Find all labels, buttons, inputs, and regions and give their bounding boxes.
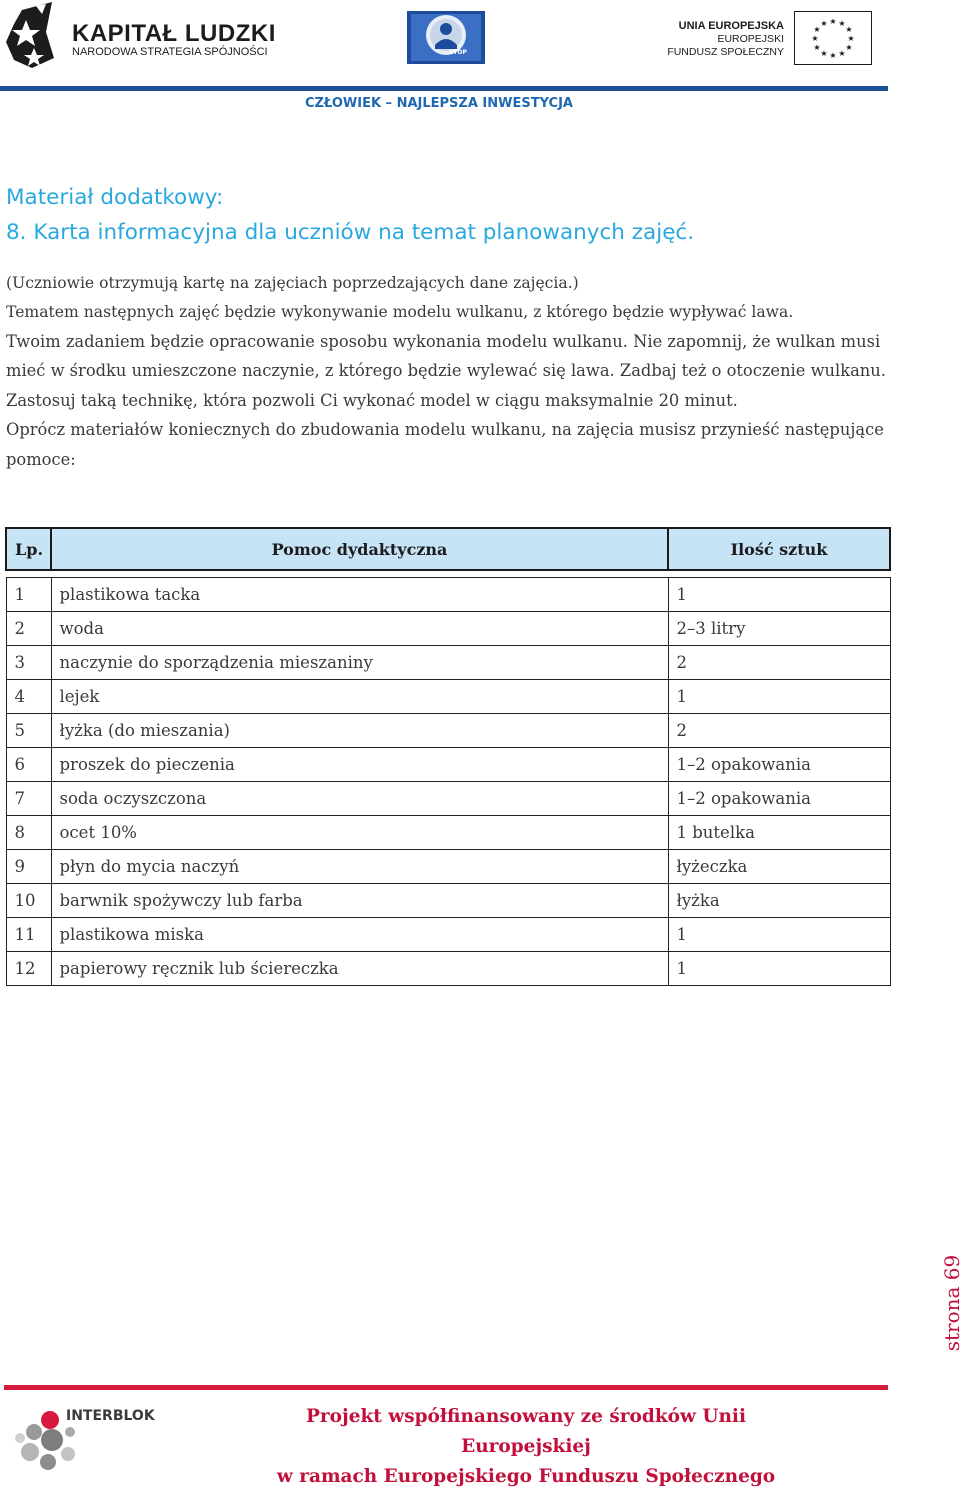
row-aid: płyn do mycia naczyń: [51, 850, 668, 884]
intro-line-2: Tematem następnych zajęć będzie wykonywanie modelu wulkanu, z którego będzie wypływać lawa.: [6, 303, 794, 322]
row-number: 5: [6, 714, 51, 748]
row-number: 3: [6, 646, 51, 680]
row-aid: soda oczyszczona: [51, 782, 668, 816]
table-row: [6, 918, 890, 952]
row-quantity: 1: [668, 952, 890, 986]
row-quantity: 1–2 opakowania: [668, 782, 890, 816]
svg-text:★: ★: [838, 19, 846, 28]
table-header-row: [6, 528, 890, 570]
table-row: [6, 884, 890, 918]
svg-text:★: ★: [813, 25, 821, 34]
row-quantity: 2: [668, 646, 890, 680]
header-rule: [0, 86, 888, 91]
svg-text:★: ★: [820, 49, 828, 58]
row-aid: lejek: [51, 680, 668, 714]
footer-text: [246, 1402, 806, 1492]
row-quantity: 1 butelka: [668, 816, 890, 850]
footer-rule: [4, 1385, 888, 1390]
row-number: 10: [6, 884, 51, 918]
slogan: CZŁOWIEK – NAJLEPSZA INWESTYCJA: [305, 96, 573, 111]
svg-text:★: ★: [813, 43, 821, 52]
row-quantity: 1–2 opakowania: [668, 748, 890, 782]
row-number: 12: [6, 952, 51, 986]
row-aid: proszek do pieczenia: [51, 748, 668, 782]
teaching-aids-table: [5, 527, 891, 986]
row-quantity: 1: [668, 680, 890, 714]
title-line-1: Materiał dodatkowy:: [6, 185, 224, 210]
svg-text:★: ★: [820, 19, 828, 28]
interblok-logo-icon: [8, 1398, 158, 1478]
table-row: [6, 850, 890, 884]
row-aid: barwnik spożywczy lub farba: [51, 884, 668, 918]
eu-fund-text: [667, 20, 784, 59]
table-row: [6, 612, 890, 646]
row-aid: łyżka (do mieszania): [51, 714, 668, 748]
page-number: strona 69: [940, 1254, 964, 1352]
eu-line-3: FUNDUSZ SPOŁECZNY: [667, 46, 784, 58]
table-row: [6, 578, 890, 612]
header-lp: Lp.: [6, 528, 51, 570]
title-line-2: 8. Karta informacyjna dla uczniów na temat planowanych zajęć.: [6, 220, 695, 245]
row-quantity: łyżeczka: [668, 850, 890, 884]
task-text-3: Oprócz materiałów koniecznych do zbudowania modelu wulkanu, na zajęcia musisz przynieść następujące pomoce:: [6, 420, 884, 469]
eu-line-1: UNIA EUROPEJSKA: [678, 20, 784, 32]
row-quantity: łyżka: [668, 884, 890, 918]
table-row: [6, 816, 890, 850]
logo-text: INTERBLOK: [66, 1408, 155, 1424]
row-aid: ocet 10%: [51, 816, 668, 850]
intro-paragraph: [6, 269, 890, 328]
svg-text:★: ★: [811, 34, 819, 43]
table-row: [6, 646, 890, 680]
row-number: 8: [6, 816, 51, 850]
medal-logo-icon: [407, 11, 485, 64]
row-quantity: 1: [668, 578, 890, 612]
row-aid: woda: [51, 612, 668, 646]
table-row: [6, 748, 890, 782]
header-qty: Ilość sztuk: [668, 528, 890, 570]
row-aid: plastikowa miska: [51, 918, 668, 952]
row-quantity: 2–3 litry: [668, 612, 890, 646]
row-number: 1: [6, 578, 51, 612]
svg-text:★: ★: [829, 51, 837, 60]
eu-flag-icon: [794, 11, 872, 65]
kapital-ludzki-logo-icon: [6, 2, 54, 74]
row-aid: papierowy ręcznik lub ściereczka: [51, 952, 668, 986]
table-row: [6, 680, 890, 714]
row-number: 11: [6, 918, 51, 952]
svg-text:★: ★: [829, 17, 837, 26]
task-text-2: Zastosuj taką technikę, która pozwoli Ci wykonać model w ciągu maksymalnie 20 minut.: [6, 390, 738, 410]
logo-subtitle: NARODOWA STRATEGIA SPÓJNOŚCI: [72, 46, 268, 58]
row-number: 7: [6, 782, 51, 816]
intro-line-1: (Uczniowie otrzymują kartę na zajęciach poprzedzających dane zajęcia.): [6, 274, 579, 292]
row-number: 9: [6, 850, 51, 884]
svg-text:★: ★: [847, 34, 855, 43]
svg-text:★: ★: [845, 43, 853, 52]
row-quantity: 1: [668, 918, 890, 952]
footer-line-2: w ramach Europejskiego Funduszu Społecznego: [276, 1466, 776, 1487]
logo-title: KAPITAŁ LUDZKI: [72, 20, 276, 47]
row-quantity: 2: [668, 714, 890, 748]
task-paragraph: [6, 327, 890, 474]
row-aid: plastikowa tacka: [51, 578, 668, 612]
row-number: 4: [6, 680, 51, 714]
table-row: [6, 952, 890, 986]
task-text-1: Twoim zadaniem będzie opracowanie sposobu wykonania modelu wulkanu. Nie zapomnij, że wulkan musi mieć w środku umieszczone naczynie, z którego będzie wylewać się lawa. Zadbaj też o otoczenie wulkanu.: [6, 332, 886, 381]
row-number: 6: [6, 748, 51, 782]
svg-text:★: ★: [838, 49, 846, 58]
section-title: [6, 180, 886, 250]
table-row: [6, 782, 890, 816]
svg-text:★: ★: [845, 25, 853, 34]
row-number: 2: [6, 612, 51, 646]
footer-line-1: Projekt współfinansowany ze środków Unii Europejskiej: [306, 1406, 746, 1457]
eu-line-2: EUROPEJSKI: [717, 33, 784, 45]
row-aid: naczynie do sporządzenia mieszaniny: [51, 646, 668, 680]
header-aid: Pomoc dydaktyczna: [51, 528, 668, 570]
medal-caption: STOP: [449, 49, 467, 56]
table-row: [6, 714, 890, 748]
